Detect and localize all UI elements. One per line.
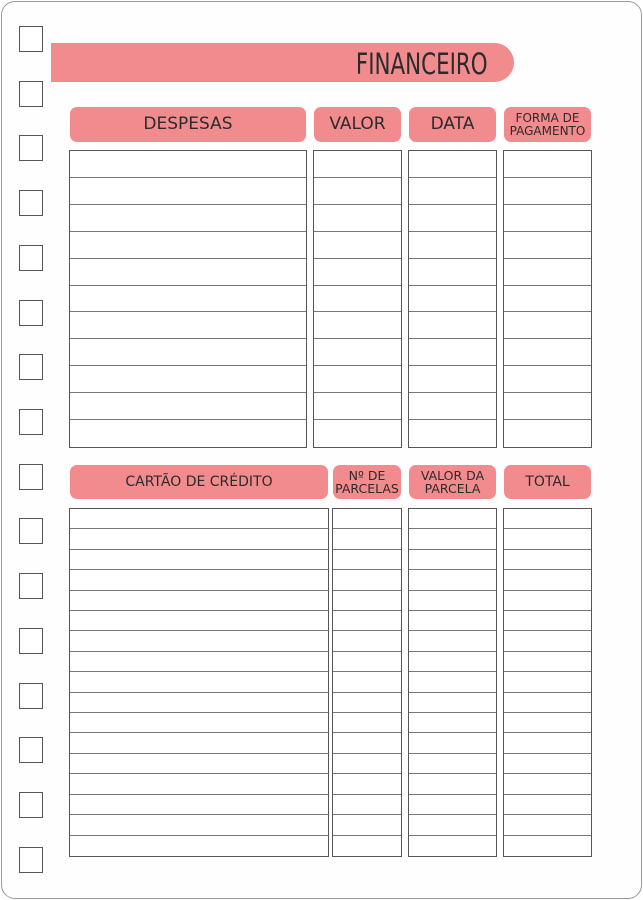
credit-table-cell[interactable] bbox=[70, 570, 328, 590]
credit-table-cell[interactable] bbox=[333, 754, 401, 774]
binder-ring-hole bbox=[19, 847, 43, 873]
page-title: FINANCEIRO bbox=[356, 47, 488, 81]
header-despesas bbox=[70, 107, 306, 142]
credit-table-cell[interactable] bbox=[409, 570, 496, 590]
credit-table-cell[interactable] bbox=[504, 652, 591, 672]
binder-ring-hole bbox=[19, 409, 43, 435]
credit-column-parcelas bbox=[332, 508, 402, 857]
expense-table-cell[interactable] bbox=[70, 286, 306, 313]
credit-column-valor-parcela bbox=[408, 508, 497, 857]
credit-table-cell[interactable] bbox=[504, 529, 591, 549]
credit-table-cell[interactable] bbox=[409, 672, 496, 692]
header-data-label: DATA bbox=[430, 113, 475, 134]
credit-table-cell[interactable] bbox=[409, 815, 496, 835]
expense-table-cell[interactable] bbox=[504, 339, 591, 366]
binder-ring-hole bbox=[19, 245, 43, 271]
credit-table-cell[interactable] bbox=[333, 815, 401, 835]
credit-column-total bbox=[503, 508, 592, 857]
credit-table-cell[interactable] bbox=[70, 529, 328, 549]
credit-table-cell[interactable] bbox=[504, 550, 591, 570]
expense-table-cell[interactable] bbox=[504, 420, 591, 447]
expense-table-cell[interactable] bbox=[504, 259, 591, 286]
expense-table-cell[interactable] bbox=[314, 232, 401, 259]
expense-table-cell[interactable] bbox=[70, 151, 306, 178]
credit-table-cell[interactable] bbox=[333, 713, 401, 733]
header-data bbox=[409, 107, 496, 142]
credit-table-cell[interactable] bbox=[409, 754, 496, 774]
binder-ring-hole bbox=[19, 354, 43, 380]
credit-table-cell[interactable] bbox=[333, 611, 401, 631]
credit-table-cell[interactable] bbox=[70, 795, 328, 815]
expense-table-cell[interactable] bbox=[409, 259, 496, 286]
title-banner bbox=[51, 43, 514, 82]
expense-table-cell[interactable] bbox=[70, 339, 306, 366]
expense-table-cell[interactable] bbox=[314, 312, 401, 339]
credit-table-cell[interactable] bbox=[70, 713, 328, 733]
credit-table-cell[interactable] bbox=[333, 733, 401, 753]
expense-table-cell[interactable] bbox=[409, 286, 496, 313]
credit-table-cell[interactable] bbox=[70, 754, 328, 774]
credit-table-cell[interactable] bbox=[504, 713, 591, 733]
credit-table-cell[interactable] bbox=[70, 733, 328, 753]
expense-table-cell[interactable] bbox=[409, 366, 496, 393]
expense-table-cell[interactable] bbox=[70, 420, 306, 447]
expense-table-cell[interactable] bbox=[314, 259, 401, 286]
header-valor-da-parcela bbox=[409, 465, 496, 499]
credit-table-cell[interactable] bbox=[504, 815, 591, 835]
expense-table-cell[interactable] bbox=[409, 178, 496, 205]
expense-table-cell[interactable] bbox=[314, 151, 401, 178]
credit-table-cell[interactable] bbox=[409, 795, 496, 815]
credit-table-cell[interactable] bbox=[70, 815, 328, 835]
header-numero-parcelas bbox=[333, 465, 401, 499]
credit-table-cell[interactable] bbox=[409, 529, 496, 549]
header-valor-label: VALOR bbox=[329, 113, 386, 134]
credit-table-cell[interactable] bbox=[504, 672, 591, 692]
binder-ring-hole bbox=[19, 737, 43, 763]
credit-table-cell[interactable] bbox=[504, 631, 591, 651]
credit-table-cell[interactable] bbox=[70, 693, 328, 713]
expense-table-cell[interactable] bbox=[70, 366, 306, 393]
credit-table-cell[interactable] bbox=[504, 591, 591, 611]
expense-table-cell[interactable] bbox=[504, 286, 591, 313]
credit-table-cell[interactable] bbox=[409, 774, 496, 794]
expense-table-cell[interactable] bbox=[314, 286, 401, 313]
binder-ring-hole bbox=[19, 190, 43, 216]
credit-table-cell[interactable] bbox=[333, 795, 401, 815]
credit-table-cell[interactable] bbox=[70, 836, 328, 856]
credit-table-cell[interactable] bbox=[333, 631, 401, 651]
binder-ring-hole bbox=[19, 81, 43, 107]
expense-table-cell[interactable] bbox=[70, 312, 306, 339]
credit-column-cartao bbox=[69, 508, 329, 857]
expenses-column-despesas bbox=[69, 150, 307, 448]
credit-table-cell[interactable] bbox=[70, 550, 328, 570]
credit-table-cell[interactable] bbox=[333, 774, 401, 794]
credit-table-cell[interactable] bbox=[333, 570, 401, 590]
expense-table-cell[interactable] bbox=[504, 151, 591, 178]
expense-table-cell[interactable] bbox=[314, 178, 401, 205]
credit-table-cell[interactable] bbox=[333, 652, 401, 672]
credit-table-cell[interactable] bbox=[333, 509, 401, 529]
expense-table-cell[interactable] bbox=[504, 205, 591, 232]
credit-table-cell[interactable] bbox=[70, 611, 328, 631]
binder-ring-hole bbox=[19, 683, 43, 709]
credit-table-cell[interactable] bbox=[409, 611, 496, 631]
expense-table-cell[interactable] bbox=[314, 393, 401, 420]
credit-table-cell[interactable] bbox=[333, 591, 401, 611]
credit-table-cell[interactable] bbox=[409, 836, 496, 856]
credit-table-cell[interactable] bbox=[333, 836, 401, 856]
expense-table-cell[interactable] bbox=[70, 232, 306, 259]
credit-table-cell[interactable] bbox=[504, 570, 591, 590]
expense-table-cell[interactable] bbox=[409, 393, 496, 420]
expense-table-cell[interactable] bbox=[70, 259, 306, 286]
expense-table-cell[interactable] bbox=[314, 366, 401, 393]
binder-ring-hole bbox=[19, 26, 43, 52]
credit-table-cell[interactable] bbox=[333, 693, 401, 713]
expenses-column-valor bbox=[313, 150, 402, 448]
credit-table-cell[interactable] bbox=[504, 733, 591, 753]
expense-table-cell[interactable] bbox=[409, 232, 496, 259]
expense-table-cell[interactable] bbox=[314, 339, 401, 366]
expense-table-cell[interactable] bbox=[314, 205, 401, 232]
expense-table-cell[interactable] bbox=[70, 205, 306, 232]
binder-ring-hole bbox=[19, 792, 43, 818]
header-valor bbox=[314, 107, 401, 142]
credit-table-cell[interactable] bbox=[504, 693, 591, 713]
credit-table-cell[interactable] bbox=[504, 611, 591, 631]
binder-ring-hole bbox=[19, 135, 43, 161]
credit-table-cell[interactable] bbox=[409, 693, 496, 713]
credit-table-cell[interactable] bbox=[70, 652, 328, 672]
credit-table-cell[interactable] bbox=[70, 774, 328, 794]
credit-table-cell[interactable] bbox=[409, 652, 496, 672]
expense-table-cell[interactable] bbox=[409, 205, 496, 232]
credit-table-cell[interactable] bbox=[504, 509, 591, 529]
credit-table-cell[interactable] bbox=[70, 672, 328, 692]
expense-table-cell[interactable] bbox=[314, 420, 401, 447]
expense-table-cell[interactable] bbox=[409, 339, 496, 366]
expense-table-cell[interactable] bbox=[504, 393, 591, 420]
expense-table-cell[interactable] bbox=[70, 393, 306, 420]
expense-table-cell[interactable] bbox=[504, 178, 591, 205]
binder-ring-hole bbox=[19, 464, 43, 490]
header-valor-parcela-label: VALOR DA PARCELA bbox=[420, 467, 485, 496]
header-total bbox=[504, 465, 591, 499]
credit-table-cell[interactable] bbox=[409, 631, 496, 651]
header-total-label: TOTAL bbox=[525, 473, 570, 490]
credit-table-cell[interactable] bbox=[70, 591, 328, 611]
credit-table-cell[interactable] bbox=[70, 631, 328, 651]
credit-table-cell[interactable] bbox=[333, 550, 401, 570]
expense-table-cell[interactable] bbox=[409, 312, 496, 339]
credit-table-cell[interactable] bbox=[333, 672, 401, 692]
binder-ring-hole bbox=[19, 573, 43, 599]
header-forma-de-pagamento bbox=[504, 107, 591, 142]
credit-table-cell[interactable] bbox=[70, 509, 328, 529]
binder-ring-hole bbox=[19, 518, 43, 544]
credit-table-cell[interactable] bbox=[504, 836, 591, 856]
credit-table-cell[interactable] bbox=[409, 591, 496, 611]
credit-table-cell[interactable] bbox=[409, 550, 496, 570]
expense-table-cell[interactable] bbox=[409, 420, 496, 447]
header-despesas-label: DESPESAS bbox=[143, 113, 233, 134]
expense-table-cell[interactable] bbox=[70, 178, 306, 205]
expense-table-cell[interactable] bbox=[504, 312, 591, 339]
binder-ring-hole bbox=[19, 300, 43, 326]
header-cartao-label: CARTÃO DE CRÉDITO bbox=[125, 473, 273, 490]
expense-table-cell[interactable] bbox=[504, 232, 591, 259]
expense-table-cell[interactable] bbox=[504, 366, 591, 393]
credit-table-cell[interactable] bbox=[504, 754, 591, 774]
expense-table-cell[interactable] bbox=[409, 151, 496, 178]
header-forma-label: FORMA DE PAGAMENTO bbox=[509, 110, 586, 138]
header-cartao-de-credito bbox=[70, 465, 328, 499]
expenses-column-data bbox=[408, 150, 497, 448]
credit-table-cell[interactable] bbox=[504, 795, 591, 815]
credit-table-cell[interactable] bbox=[409, 733, 496, 753]
binder-ring-hole bbox=[19, 628, 43, 654]
credit-table-cell[interactable] bbox=[409, 713, 496, 733]
credit-table-cell[interactable] bbox=[504, 774, 591, 794]
credit-table-cell[interactable] bbox=[409, 509, 496, 529]
credit-table-cell[interactable] bbox=[333, 529, 401, 549]
header-parcelas-label: Nº DE PARCELAS bbox=[335, 467, 399, 496]
expenses-column-forma-pagamento bbox=[503, 150, 592, 448]
